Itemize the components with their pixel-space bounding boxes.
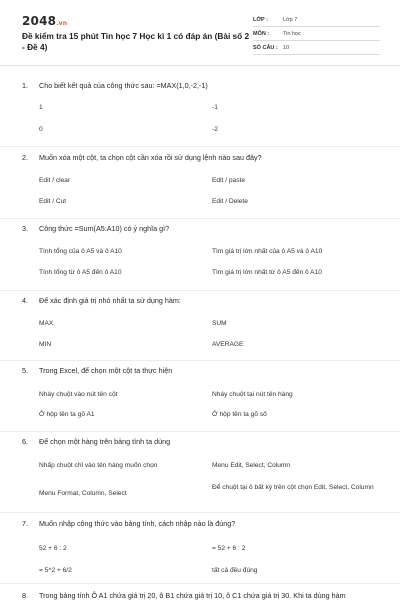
logo-text: 2048: [22, 14, 57, 28]
answer-option-a[interactable]: Edit / clear: [39, 177, 71, 184]
question-text: 8. Trong bảng tính Ô A1 chứa giá trị 20, ô B1 chứa giá trị 10, ô C1 chứa giá trị 30. Khi ta dùng hàm: [22, 591, 346, 600]
question-text: 1. Cho biết kết quả của công thức sau: =MAX(1,0,-2,-1): [22, 81, 208, 90]
page-header: [0, 0, 400, 66]
meta-value: Tin học: [283, 30, 301, 37]
answer-option-c[interactable]: Tính tổng từ ô A5 đến ô A10: [39, 269, 122, 276]
answer-option-c[interactable]: = 5^2 + 6/2: [39, 567, 72, 574]
answer-option-a[interactable]: Nháy chuột vào nút tên cột: [39, 391, 118, 398]
answer-option-d[interactable]: AVERAGE: [212, 341, 244, 348]
question-text: 2. Muốn xóa một cột, ta chọn cột cần xóa rồi sử dụng lệnh nào sau đây?: [22, 153, 262, 162]
meta-row-question-count: [253, 41, 380, 55]
meta-label: SỐ CÂU :: [253, 44, 278, 51]
question-1: [0, 81, 400, 146]
answer-option-d[interactable]: Edit / Delete: [212, 198, 248, 205]
question-2: [0, 153, 400, 218]
answer-option-c[interactable]: MIN: [39, 341, 52, 348]
question-5: [0, 366, 400, 431]
answer-option-a[interactable]: 1: [39, 104, 43, 111]
question-divider: [0, 583, 400, 584]
answer-option-a[interactable]: Nhấp chuột chỉ vào tên hàng muốn chọn: [39, 462, 158, 469]
question-divider: [0, 218, 400, 219]
answer-option-d[interactable]: Để chuột tại ô bất kỳ trên cột chọn Edit, Select, Column: [212, 484, 374, 491]
question-6: [0, 437, 400, 512]
answer-option-a[interactable]: 52 + 6 : 2: [39, 545, 67, 552]
answer-option-a[interactable]: Tính tổng của ô A5 và ô A10: [39, 248, 122, 255]
answer-option-b[interactable]: Nháy chuột tại nút tên hàng: [212, 391, 293, 398]
answer-option-a[interactable]: MAX: [39, 320, 54, 327]
meta-value: 10: [283, 44, 290, 51]
answer-option-b[interactable]: Edit / paste: [212, 177, 245, 184]
site-logo[interactable]: [22, 14, 67, 28]
question-text: 6. Để chọn một hàng trên bảng tính ta dùng: [22, 437, 171, 446]
question-divider: [0, 431, 400, 432]
answer-option-b[interactable]: Menu Edit, Select, Column: [212, 462, 291, 469]
question-8: [0, 591, 400, 600]
answer-option-b[interactable]: = 52 + 6 : 2: [212, 545, 246, 552]
meta-row-subject: [253, 27, 380, 41]
question-divider: [0, 146, 400, 147]
answer-option-b[interactable]: Tìm giá trị lớn nhất của ô A5 và ô A10: [212, 248, 323, 255]
question-divider: [0, 512, 400, 513]
answer-option-d[interactable]: -2: [212, 126, 218, 133]
answer-option-d[interactable]: Ở hộp tên ta gõ số: [212, 411, 267, 418]
question-7: [0, 519, 400, 583]
page-title: Đề kiểm tra 15 phút Tin học 7 Học kì 1 có đáp án (Bài số 2 - Đề 4): [22, 31, 250, 52]
answer-option-c[interactable]: Menu Format, Column, Select: [39, 490, 127, 497]
question-text: 7. Muốn nhập công thức vào bảng tính, cách nhập nào là đúng?: [22, 519, 236, 528]
question-4: [0, 296, 400, 360]
question-text: 5. Trong Excel, để chọn một cột ta thực hiện: [22, 366, 173, 375]
answer-option-d[interactable]: Tìm giá trị lớn nhất từ ô A5 đến ô A10: [212, 269, 322, 276]
meta-row-class: [253, 13, 380, 27]
question-text: 3. Công thức =Sum(A5:A10) có ý nghĩa gì?: [22, 224, 170, 233]
meta-value: Lớp 7: [283, 16, 298, 23]
question-divider: [0, 360, 400, 361]
quiz-meta: [253, 13, 380, 55]
answer-option-d[interactable]: tất cả đều đúng: [212, 567, 258, 574]
answer-option-c[interactable]: Edit / Cut: [39, 198, 67, 205]
question-3: [0, 224, 400, 290]
answer-option-c[interactable]: Ở hộp tên ta gõ A1: [39, 411, 95, 418]
question-text: 4. Để xác định giá trị nhỏ nhất ta sử dụng hàm:: [22, 296, 181, 305]
question-divider: [0, 290, 400, 291]
meta-label: LỚP :: [253, 16, 268, 23]
answer-option-b[interactable]: SUM: [212, 320, 227, 327]
answer-option-c[interactable]: 0: [39, 126, 43, 133]
answer-option-b[interactable]: -1: [212, 104, 218, 111]
meta-label: MÔN :: [253, 30, 270, 37]
logo-suffix: .vn: [56, 20, 68, 27]
